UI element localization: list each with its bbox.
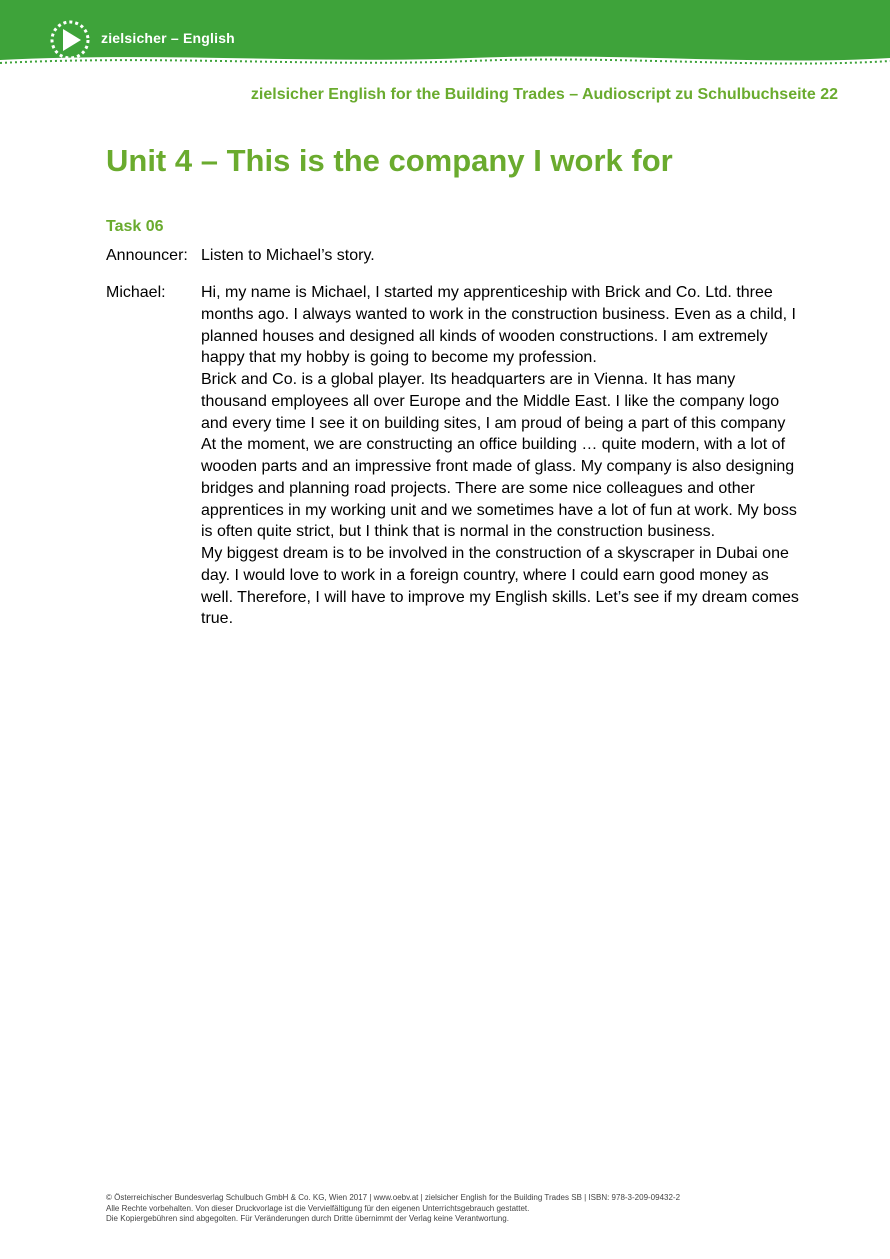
footer-line: Die Kopiergebühren sind abgegolten. Für Veränderungen durch Dritte übernimmt der Verlag keine Verantwortung. <box>106 1214 509 1223</box>
speaker-name: Michael: <box>106 284 166 301</box>
speech-paragraph: At the moment, we are constructing an office building … quite modern, with a lot of wooden parts and an impressive front made of glass. My company is also designing bridges and planning road projects. There are some nice colleagues and other apprentices in my working unit and we sometimes have a lot of fun at work. My boss is often quite strict, but I think that is normal in the construction business. <box>201 436 797 541</box>
running-header: zielsicher English for the Building Trades – Audioscript zu Schulbuchseite 22 <box>250 86 838 103</box>
speech-paragraph: Listen to Michael’s story. <box>201 247 375 264</box>
header-banner <box>0 0 890 78</box>
footer-line: © Österreichischer Bundesverlag Schulbuch GmbH & Co. KG, Wien 2017 | www.oebv.at | zielsicher English for the Building Trades SB | ISBN: 978-3-209-09432-2 <box>106 1193 681 1202</box>
brand-logo-text: zielsicher – English <box>101 30 235 46</box>
speech-paragraph: Hi, my name is Michael, I started my apprenticeship with Brick and Co. Ltd. three months ago. I always wanted to work in the construction business. Even as a child, I planned houses and designed all kinds of wooden constructions. I am extremely happy that my hobby is going to become my profession. <box>201 284 796 367</box>
page-title: Unit 4 – This is the company I work for <box>106 143 673 178</box>
footer-line: Alle Rechte vorbehalten. Von dieser Druckvorlage ist die Vervielfältigung für den eigenen Unterrichtsgebrauch gestattet. <box>106 1203 530 1213</box>
speaker-name: Announcer: <box>106 247 188 264</box>
speech-text <box>201 245 801 267</box>
speech-paragraph: My biggest dream is to be involved in the construction of a skyscraper in Dubai one day. I would love to work in a foreign country, where I could earn good money as well. Therefore, I will have to improve my English skills. Let’s see if my dream comes true. <box>201 545 799 628</box>
speech-paragraph: Brick and Co. is a global player. Its headquarters are in Vienna. It has many thousand employees all over Europe and the Middle East. I like the company logo and every time I see it on building sites, I am proud of being a part of this company <box>201 371 786 432</box>
task-label: Task 06 <box>106 218 164 235</box>
speech-text <box>201 282 801 630</box>
copyright-footer <box>106 1193 680 1225</box>
